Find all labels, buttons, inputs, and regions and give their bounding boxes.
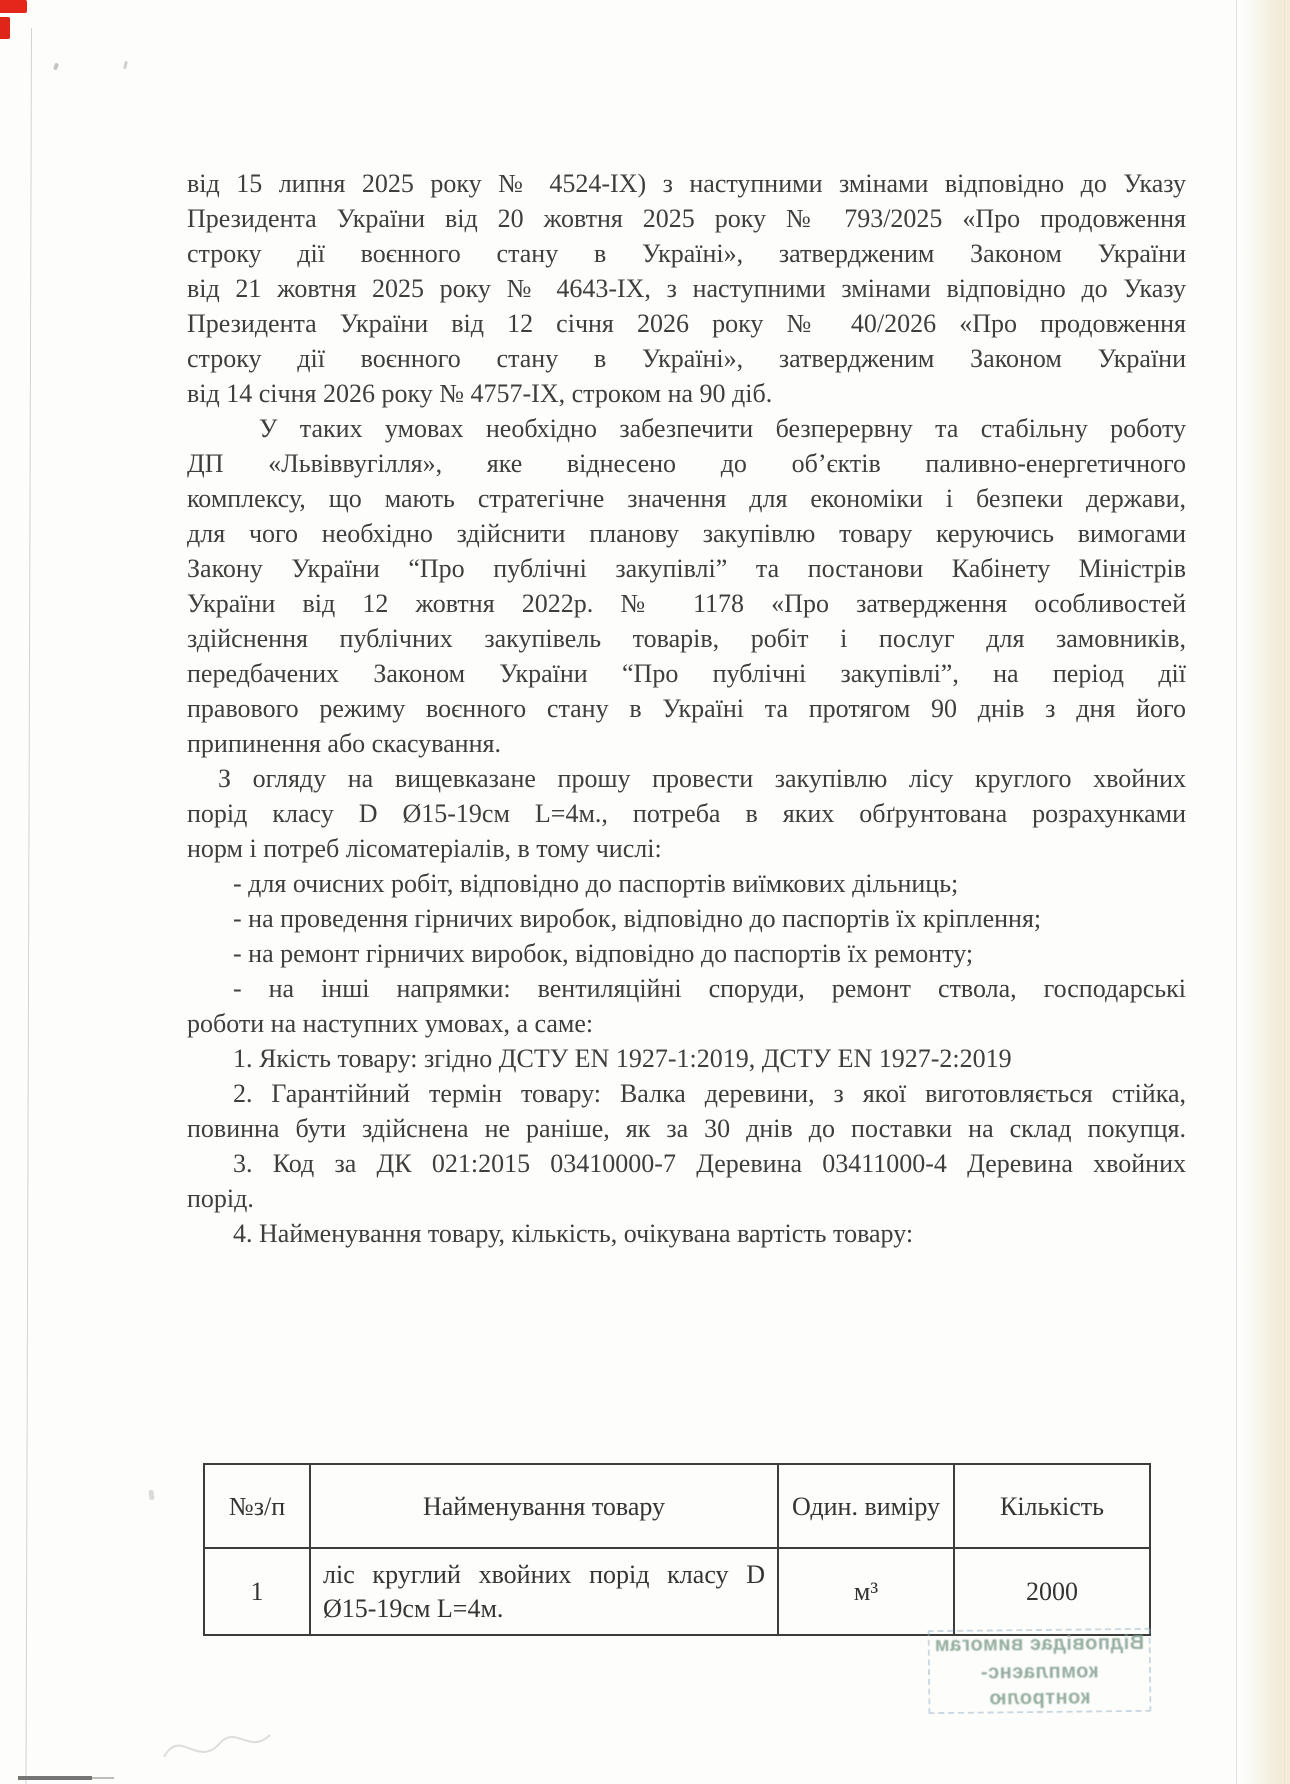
compliance-stamp-text xyxy=(930,1630,1150,1712)
text-line: припинення або скасування. xyxy=(187,729,501,758)
table-cell-unit: м³ xyxy=(778,1548,954,1635)
text-line: 3. Код за ДК 021:2015 03410000-7 Деревина 03411000-4 Деревина хвойних xyxy=(233,1149,1186,1178)
text-line: строку дії воєнного стану в Україні», затвердженим Законом України xyxy=(187,344,1186,373)
table-header-quantity: Кількість xyxy=(954,1464,1150,1548)
text-line: від 14 січня 2026 року № 4757-IX, строком на 90 діб. xyxy=(187,379,773,408)
text-line: України від 12 жовтня 2022р. № 1178 «Про затвердження особливостей xyxy=(187,589,1186,618)
text-line: - на проведення гірничих виробок, відповідно до паспортів їх кріплення; xyxy=(233,904,1042,933)
bottom-left-scan-mark-tail xyxy=(92,1777,114,1779)
table-header-name: Найменування товару xyxy=(310,1464,778,1548)
table-cell-quantity: 2000 xyxy=(954,1548,1150,1635)
text-line: ДП «Львіввугілля», яке віднесено до об’єктів паливно-енергетичного xyxy=(187,449,1186,478)
red-corner-mark-top xyxy=(0,0,27,13)
table-cell-number: 1 xyxy=(204,1548,310,1635)
text-line: строку дії воєнного стану в Україні», затвердженим Законом України xyxy=(187,239,1186,268)
right-scan-edge-line xyxy=(1236,0,1237,1784)
compliance-stamp xyxy=(928,1628,1152,1714)
text-line: Президента України від 12 січня 2026 року № 40/2026 «Про продовження xyxy=(187,309,1186,338)
red-corner-mark-bottom xyxy=(0,17,10,39)
dust-speck xyxy=(123,61,128,69)
stamp-line-2: комплаєнс-контролю xyxy=(980,1660,1099,1710)
procurement-table xyxy=(203,1463,1151,1636)
body-text xyxy=(187,166,1186,1251)
text-line: роботи на наступних умовах, а саме: xyxy=(187,1009,594,1038)
text-line: порід класу D Ø15-19см L=4м., потреба в яких обґрунтована розрахунками xyxy=(187,799,1186,828)
text-line: З огляду на вищевказане прошу провести закупівлю лісу круглого хвойних xyxy=(218,764,1186,793)
text-line: передбачених Законом України “Про публічні закупівлі”, на період дії xyxy=(187,659,1186,688)
table-header-unit: Один. виміру xyxy=(778,1464,954,1548)
text-line: 1. Якість товару: згідно ДСТУ EN 1927-1:2019, ДСТУ EN 1927-2:2019 xyxy=(233,1044,1012,1073)
text-line: правового режиму воєнного стану в Україні та протягом 90 днів з дня його xyxy=(187,694,1186,723)
text-line: від 21 жовтня 2025 року № 4643-IX, з наступними змінами відповідно до Указу xyxy=(187,274,1186,303)
text-line: 2. Гарантійний термін товару: Валка деревини, з якої виготовляється стійка, xyxy=(233,1079,1186,1108)
pencil-smudge xyxy=(158,1715,288,1775)
text-line: порід. xyxy=(187,1184,254,1213)
text-line: - на інші напрямки: вентиляційні споруди, ремонт ствола, господарські xyxy=(233,974,1186,1003)
text-line: норм і потреб лісоматеріалів, в тому числі: xyxy=(187,834,662,863)
text-line: здійснення публічних закупівель товарів, робіт і послуг для замовників, xyxy=(187,624,1186,653)
text-line: від 15 липня 2025 року № 4524-IX) з наступними змінами відповідно до Указу xyxy=(187,169,1186,198)
table-cell-name: ліс круглий хвойних порід класу D Ø15-19см L=4м. xyxy=(310,1548,778,1635)
table-row xyxy=(204,1548,1150,1635)
text-line: комплексу, що мають стратегічне значення для економіки і безпеки держави, xyxy=(187,484,1186,513)
left-scan-edge-line xyxy=(25,28,32,1784)
right-edge-shadow-band xyxy=(1242,0,1290,1784)
text-line: повинна бути здійснена не раніше, як за 30 днів до поставки на склад покупця. xyxy=(187,1114,1186,1143)
text-line: - для очисних робіт, відповідно до паспортів виїмкових дільниць; xyxy=(233,869,959,898)
stamp-line-1: Відповідає вимогам xyxy=(934,1631,1145,1657)
right-edge-line xyxy=(1284,0,1285,1784)
dust-speck xyxy=(148,1490,154,1501)
text-line: - на ремонт гірничих виробок, відповідно до паспортів їх ремонту; xyxy=(233,939,974,968)
bottom-left-scan-mark xyxy=(18,1776,92,1780)
text-line: Президента України від 20 жовтня 2025 року № 793/2025 «Про продовження xyxy=(187,204,1186,233)
dust-speck xyxy=(53,63,59,71)
text-line: 4. Найменування товару, кількість, очікувана вартість товару: xyxy=(233,1219,914,1248)
table-header-number: №з/п xyxy=(204,1464,310,1548)
text-line: У таких умовах необхідно забезпечити безперервну та стабільну роботу xyxy=(259,414,1186,443)
text-line: для чого необхідно здійснити планову закупівлю товару керуючись вимогами xyxy=(187,519,1186,548)
text-line: Закону України “Про публічні закупівлі” та постанови Кабінету Міністрів xyxy=(187,554,1186,583)
table-header-row xyxy=(204,1464,1150,1548)
